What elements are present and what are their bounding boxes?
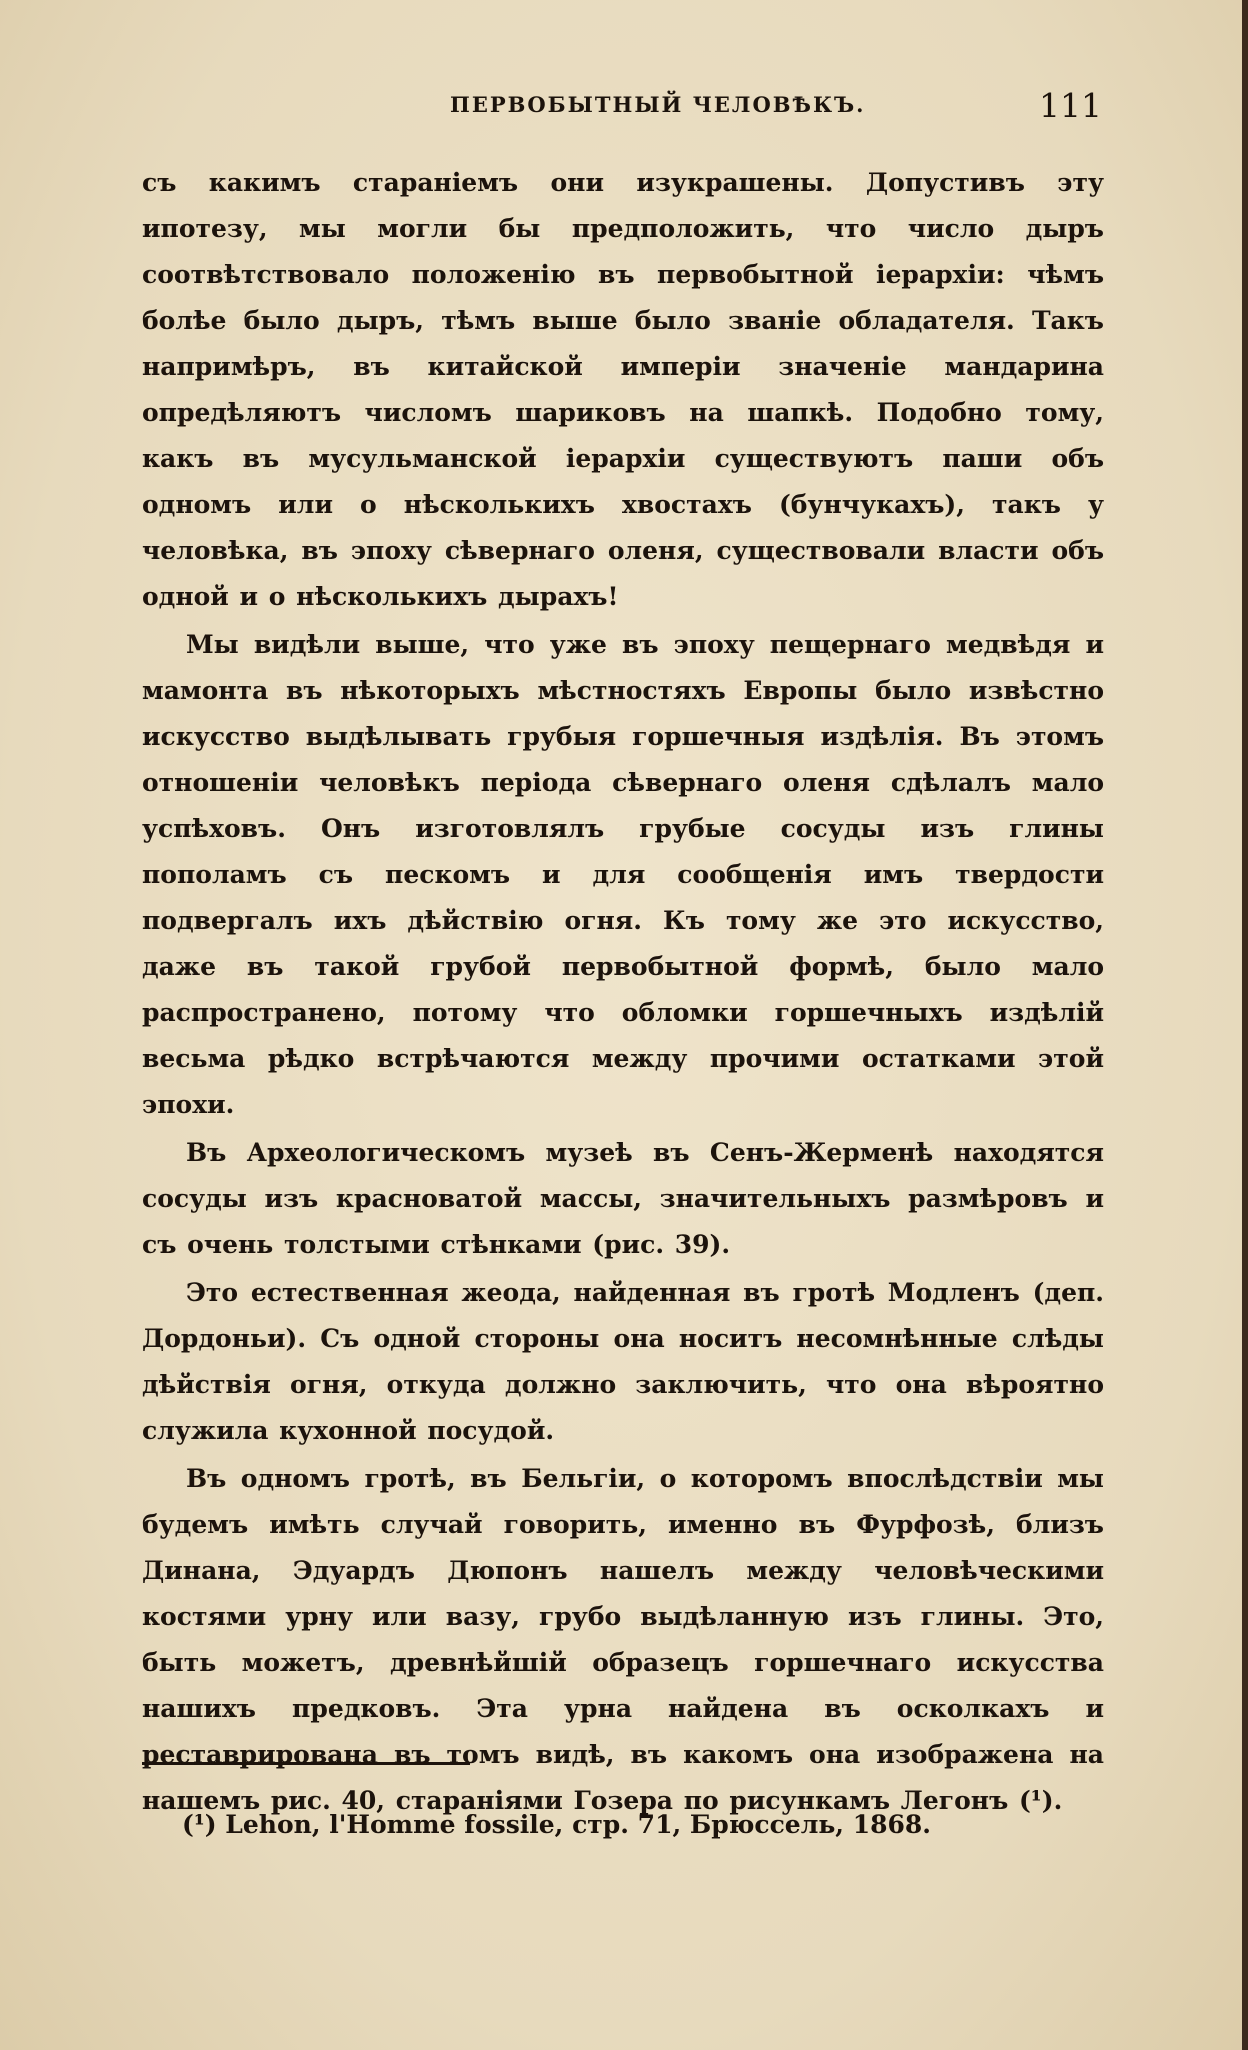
footnote-divider [142,1762,470,1765]
running-title: ПЕРВОБЫТНЫЙ ЧЕЛОВѢКЪ. [450,92,866,117]
page-number: 111 [1039,86,1102,125]
page-edge [1242,0,1248,2050]
paragraph-museum: Въ Археологическомъ музеѣ въ Сенъ-Жерменѣ находятся сосуды изъ красноватой массы, значительныхъ размѣровъ и съ очень толстыми стѣнками (рис. 39). [142,1138,1104,1259]
footnote: (¹) Lehon, l'Homme fossile, стр. 71, Брюссель, 1868. [182,1810,931,1839]
paragraph-continued: съ какимъ стараніемъ они изукрашены. Допустивъ эту ипотезу, мы могли бы предположить, что число дыръ соотвѣтствовало положенію въ первобытной іерархіи: чѣмъ болѣе было дыръ, тѣмъ выше было званіе обладателя. Такъ напримѣръ, въ китайской имперіи значеніе мандарина опредѣляютъ числомъ шариковъ на шапкѣ. Подобно тому, какъ въ мусульманской іерархіи существуютъ паши объ одномъ или о нѣсколькихъ хвостахъ (бунчукахъ), такъ у человѣка, въ эпоху сѣвернаго оленя, существовали власти объ одной и о нѣсколькихъ дырахъ! [142,168,1104,611]
paragraph-geode: Это естественная жеода, найденная въ гротѣ Модленъ (деп. Дордоньи). Съ одной стороны она носитъ несомнѣнные слѣды дѣйствія огня, откуда должно заключить, что она вѣроятно служила кухонной посудой. [142,1278,1104,1445]
paragraph-urn: Въ одномъ гротѣ, въ Бельгіи, о которомъ впослѣдствіи мы будемъ имѣть случай говорить, именно въ Фурфозѣ, близъ Динана, Эдуардъ Дюпонъ нашелъ между человѣческими костями урну или вазу, грубо выдѣланную изъ глины. Это, быть можетъ, древнѣйшій образецъ горшечнаго искусства нашихъ предковъ. Эта урна найдена въ осколкахъ и реставрирована въ томъ видѣ, въ какомъ она изображена на нашемъ рис. 40, стараніями Гозера по рисункамъ Легонъ (¹). [142,1464,1104,1815]
body-text [142,160,1104,1826]
paragraph-pottery: Мы видѣли выше, что уже въ эпоху пещернаго медвѣдя и мамонта въ нѣкоторыхъ мѣстностяхъ Европы было извѣстно искусство выдѣлывать грубыя горшечныя издѣлія. Въ этомъ отношеніи человѣкъ періода сѣвернаго оленя сдѣлалъ мало успѣховъ. Онъ изготовлялъ грубые сосуды изъ глины пополамъ съ пескомъ и для сообщенія имъ твердости подвергалъ ихъ дѣйствію огня. Къ тому же это искусство, даже въ такой грубой первобытной формѣ, было мало распространено, потому что обломки горшечныхъ издѣлій весьма рѣдко встрѣчаются между прочими остатками этой эпохи. [142,630,1104,1119]
page-header [140,86,1102,126]
